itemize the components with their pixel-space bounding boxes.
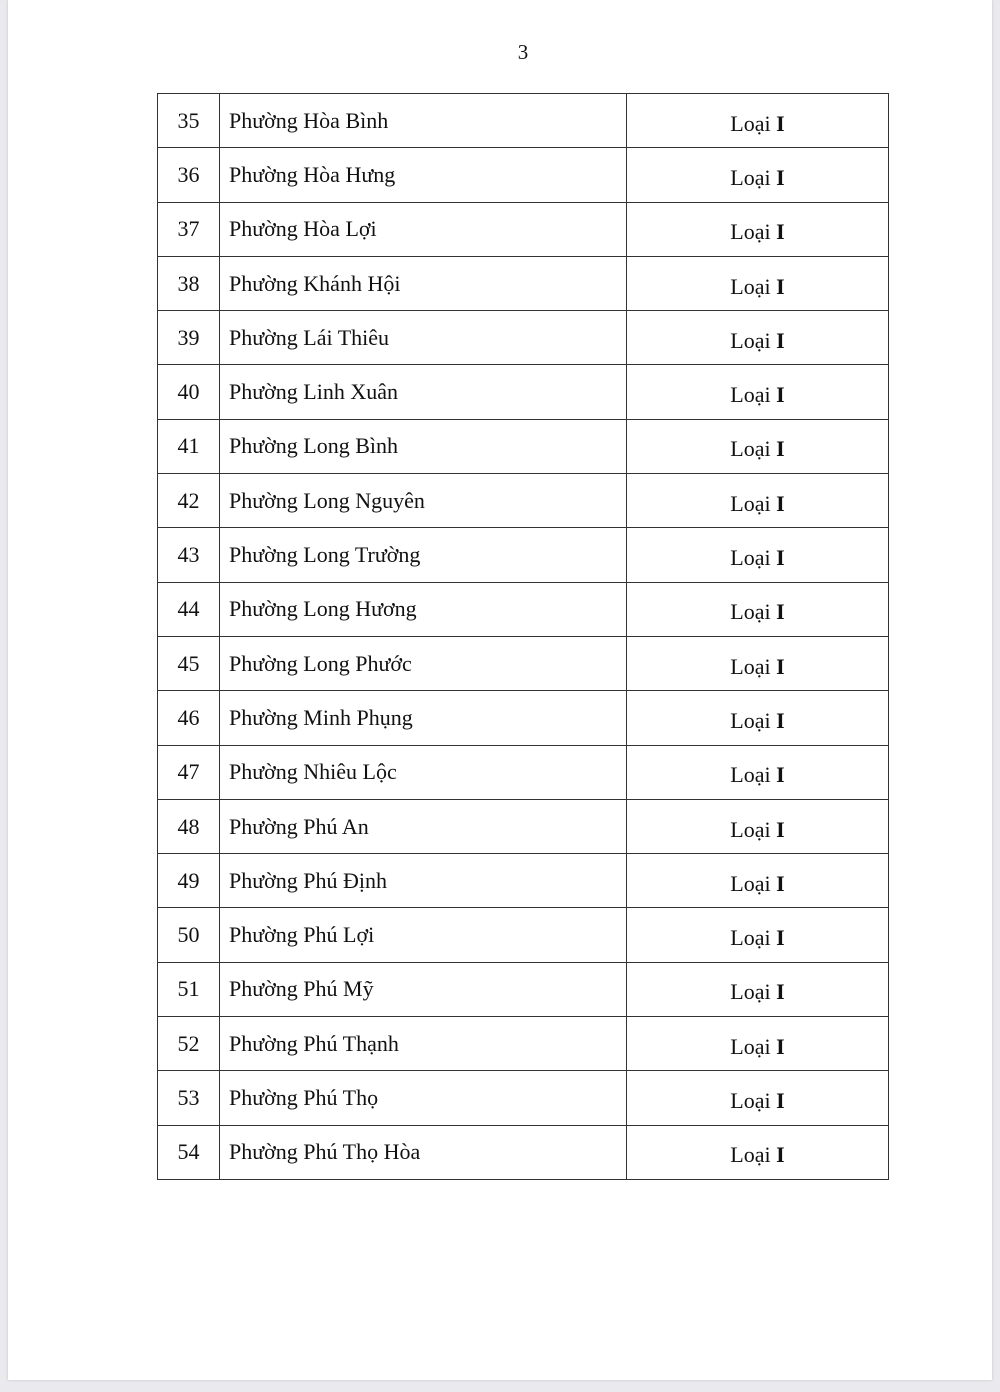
ward-name: Phường Phú Thọ Hòa — [220, 1125, 627, 1179]
classification-cell — [627, 691, 889, 745]
ward-name: Phường Phú Định — [220, 854, 627, 908]
classification-cell — [627, 365, 889, 419]
classification-grade: I — [776, 164, 785, 190]
row-number: 35 — [158, 94, 220, 148]
classification-word: Loại — [730, 599, 771, 625]
ward-name: Phường Long Hương — [220, 582, 627, 636]
row-number: 49 — [158, 854, 220, 908]
classification-word: Loại — [730, 219, 771, 245]
classification-word: Loại — [730, 1033, 771, 1059]
row-number: 40 — [158, 365, 220, 419]
classification-cell — [627, 256, 889, 310]
classification-grade: I — [776, 979, 785, 1005]
classification-word: Loại — [730, 816, 771, 842]
table-row — [158, 691, 889, 745]
row-number: 39 — [158, 311, 220, 365]
classification-grade: I — [776, 110, 785, 136]
table-row — [158, 1125, 889, 1179]
ward-name: Phường Phú Mỹ — [220, 962, 627, 1016]
classification-grade: I — [776, 707, 785, 733]
classification-cell — [627, 202, 889, 256]
row-number: 54 — [158, 1125, 220, 1179]
ward-name: Phường Phú Lợi — [220, 908, 627, 962]
ward-classification-table — [157, 93, 889, 1180]
classification-cell — [627, 908, 889, 962]
classification-grade: I — [776, 1142, 785, 1168]
table-row — [158, 419, 889, 473]
classification-grade: I — [776, 1087, 785, 1113]
row-number: 45 — [158, 636, 220, 690]
classification-grade: I — [776, 273, 785, 299]
classification-word: Loại — [730, 273, 771, 299]
row-number: 43 — [158, 528, 220, 582]
row-number: 44 — [158, 582, 220, 636]
classification-cell — [627, 419, 889, 473]
table-row — [158, 962, 889, 1016]
ward-name: Phường Khánh Hội — [220, 256, 627, 310]
classification-word: Loại — [730, 653, 771, 679]
table-row — [158, 148, 889, 202]
classification-grade: I — [776, 599, 785, 625]
table-row — [158, 854, 889, 908]
ward-name: Phường Hòa Hưng — [220, 148, 627, 202]
classification-word: Loại — [730, 436, 771, 462]
classification-cell — [627, 582, 889, 636]
classification-cell — [627, 148, 889, 202]
classification-grade: I — [776, 436, 785, 462]
classification-word: Loại — [730, 979, 771, 1005]
classification-cell — [627, 636, 889, 690]
classification-cell — [627, 854, 889, 908]
table-body — [158, 94, 889, 1180]
classification-word: Loại — [730, 164, 771, 190]
classification-cell — [627, 94, 889, 148]
table-row — [158, 365, 889, 419]
table-row — [158, 1017, 889, 1071]
row-number: 46 — [158, 691, 220, 745]
classification-grade: I — [776, 816, 785, 842]
ward-name: Phường Phú Thạnh — [220, 1017, 627, 1071]
classification-word: Loại — [730, 762, 771, 788]
classification-grade: I — [776, 1033, 785, 1059]
row-number: 52 — [158, 1017, 220, 1071]
table-row — [158, 908, 889, 962]
classification-word: Loại — [730, 545, 771, 571]
classification-grade: I — [776, 545, 785, 571]
classification-cell — [627, 962, 889, 1016]
classification-word: Loại — [730, 870, 771, 896]
classification-grade: I — [776, 762, 785, 788]
row-number: 51 — [158, 962, 220, 1016]
ward-name: Phường Long Trường — [220, 528, 627, 582]
row-number: 37 — [158, 202, 220, 256]
ward-name: Phường Phú An — [220, 799, 627, 853]
table-row — [158, 1071, 889, 1125]
classification-word: Loại — [730, 382, 771, 408]
table-row — [158, 636, 889, 690]
row-number: 38 — [158, 256, 220, 310]
ward-name: Phường Long Phước — [220, 636, 627, 690]
classification-word: Loại — [730, 110, 771, 136]
classification-cell — [627, 745, 889, 799]
row-number: 41 — [158, 419, 220, 473]
table-row — [158, 256, 889, 310]
classification-cell — [627, 799, 889, 853]
classification-grade: I — [776, 327, 785, 353]
classification-grade: I — [776, 653, 785, 679]
ward-name: Phường Lái Thiêu — [220, 311, 627, 365]
row-number: 48 — [158, 799, 220, 853]
table-row — [158, 799, 889, 853]
table-row — [158, 528, 889, 582]
row-number: 36 — [158, 148, 220, 202]
classification-grade: I — [776, 382, 785, 408]
table-row — [158, 474, 889, 528]
table-row — [158, 311, 889, 365]
ward-name: Phường Minh Phụng — [220, 691, 627, 745]
ward-name: Phường Nhiêu Lộc — [220, 745, 627, 799]
classification-word: Loại — [730, 490, 771, 516]
document-page — [8, 0, 992, 1380]
classification-grade: I — [776, 490, 785, 516]
ward-name: Phường Phú Thọ — [220, 1071, 627, 1125]
classification-grade: I — [776, 219, 785, 245]
classification-grade: I — [776, 925, 785, 951]
classification-word: Loại — [730, 707, 771, 733]
ward-name: Phường Long Bình — [220, 419, 627, 473]
row-number: 42 — [158, 474, 220, 528]
ward-name: Phường Long Nguyên — [220, 474, 627, 528]
classification-word: Loại — [730, 1142, 771, 1168]
classification-word: Loại — [730, 327, 771, 353]
row-number: 50 — [158, 908, 220, 962]
table-row — [158, 202, 889, 256]
ward-name: Phường Linh Xuân — [220, 365, 627, 419]
classification-cell — [627, 311, 889, 365]
row-number: 53 — [158, 1071, 220, 1125]
classification-cell — [627, 1017, 889, 1071]
classification-cell — [627, 528, 889, 582]
classification-grade: I — [776, 870, 785, 896]
table-row — [158, 582, 889, 636]
ward-name: Phường Hòa Bình — [220, 94, 627, 148]
classification-cell — [627, 1071, 889, 1125]
classification-cell — [627, 474, 889, 528]
classification-cell — [627, 1125, 889, 1179]
classification-word: Loại — [730, 925, 771, 951]
table-row — [158, 745, 889, 799]
classification-word: Loại — [730, 1087, 771, 1113]
page-number: 3 — [517, 40, 529, 64]
row-number: 47 — [158, 745, 220, 799]
table-row — [158, 94, 889, 148]
ward-name: Phường Hòa Lợi — [220, 202, 627, 256]
